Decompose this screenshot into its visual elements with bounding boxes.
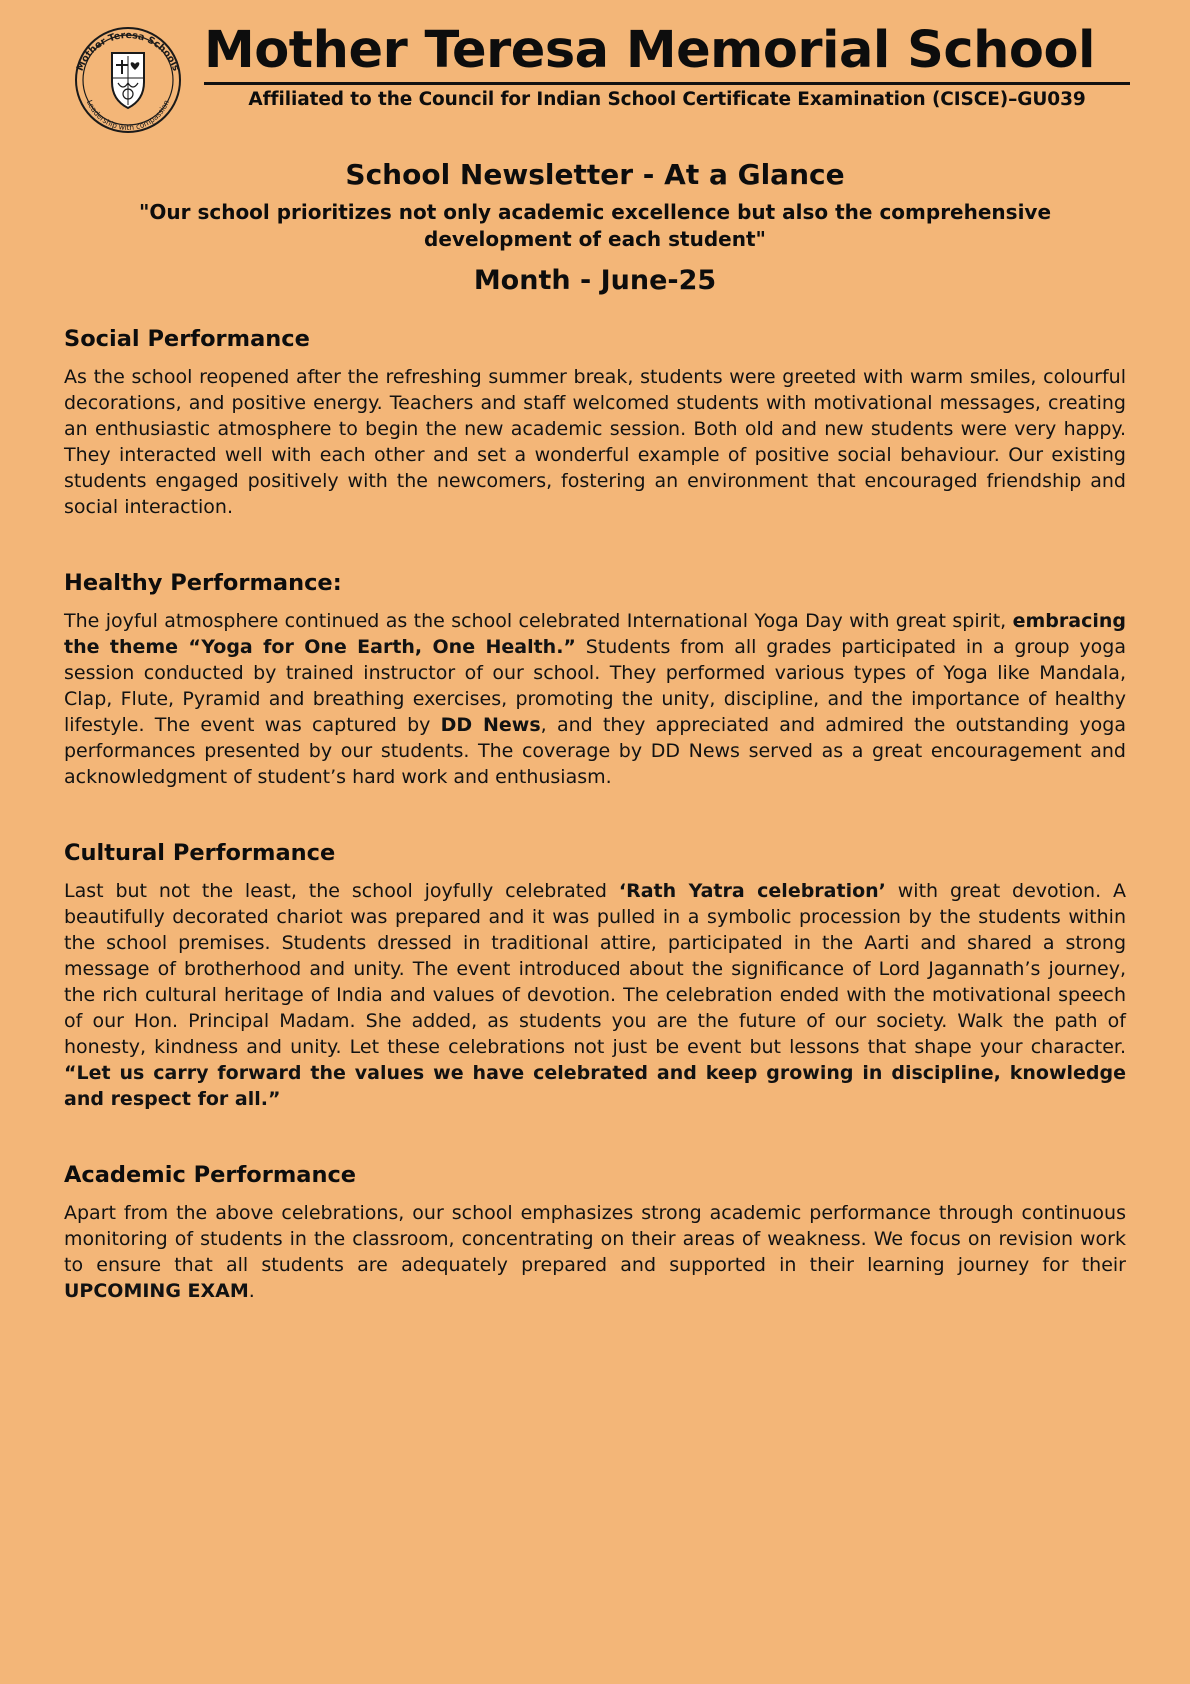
section-social-performance: [64, 326, 1126, 520]
header-divider: [204, 82, 1130, 85]
newsletter-month: Month - June-25: [473, 265, 717, 296]
academic-text-2: .: [248, 1280, 255, 1303]
newsletter-tagline: "Our school prioritizes not only academic excellence but also the comprehensive development of each student": [138, 200, 1052, 251]
svg-text:Mother Teresa Schools: Mother Teresa Schools: [74, 29, 182, 73]
section-heading-social: Social Performance: [64, 326, 310, 352]
section-heading-healthy: Healthy Performance:: [64, 570, 342, 597]
newsletter-title: School Newsletter - At a Glance: [345, 158, 845, 191]
newsletter-content: [60, 326, 1130, 1304]
section-cultural-performance: [64, 840, 1126, 1112]
healthy-bold-ddnews: DD News: [440, 714, 541, 737]
section-healthy-performance: [64, 570, 1126, 790]
section-body-social: As the school reopened after the refreshing summer break, students were greeted with warm smiles, colourful decorations, and positive energy. Teachers and staff welcomed students with motivational messages, creating an enthusiastic atmosphere to begin the new academic session. Both old and new students were very happy. They interacted well with each other and set a wonderful example of positive social behaviour. Our existing students engaged positively with the newcomers, fostering an environment that encouraged friendship and social interaction.: [64, 366, 1126, 519]
academic-text-1: Apart from the above celebrations, our school emphasizes strong academic performance through continuous monitoring of students in the classroom, concentrating on their areas of weakness. We focus on revision work to ensure that all students are adequately prepared and supported in their learning journey for their: [64, 1202, 1126, 1277]
section-body-cultural: [64, 878, 1126, 1112]
section-body-academic: [64, 1200, 1126, 1304]
cultural-bold-rathyatra: ‘Rath Yatra celebration’: [618, 880, 886, 903]
masthead: [60, 18, 1130, 138]
cultural-text-2: with great devotion. A beautifully decorated chariot was prepared and it was pulled in a symbolic procession by the students within the school premises. Students dressed in traditional attire, participated in the Aarti and shared a strong message of brotherhood and unity. The event introduced about the significance of Lord Jagannath’s journey, the rich cultural heritage of India and values of devotion. The celebration ended with the motivational speech of our Hon. Principal Madam. She added, as students you are the future of our society. Walk the path of honesty, kindness and unity. Let these celebrations not just be event but lessons that shape your character.: [64, 880, 1126, 1059]
section-heading-academic: Academic Performance: [64, 1162, 357, 1189]
healthy-text-2: Students from all grades participated in a group yoga session conducted by trained instructor of our school. They performed various types of Yoga like Mandala, Clap, Flute, Pyramid and breathing exercises, promoting the unity, discipline, and the importance of healthy lifestyle. The event was captured by: [64, 636, 1126, 737]
section-body-healthy: [64, 608, 1126, 790]
section-academic-performance: [64, 1162, 1126, 1304]
cultural-text-1: Last but not the least, the school joyfully celebrated: [64, 880, 619, 903]
svg-text:Leadership with compassion: Leadership with compassion: [84, 98, 172, 133]
healthy-text-3: , and they appreciated and admired the outstanding yoga performances presented by our students. The coverage by DD News served as a great encouragement and acknowledgment of student’s hard work and enthusiasm.: [64, 714, 1126, 789]
school-name: Mother Teresa Memorial School: [204, 21, 1095, 80]
school-crest-icon: [62, 20, 194, 138]
healthy-text-1: The joyful atmosphere continued as the school celebrated International Yoga Day with great spirit,: [64, 610, 1013, 633]
cultural-bold-quote: “Let us carry forward the values we have celebrated and keep growing in discipline, knowledge and respect for all.”: [64, 1062, 1126, 1111]
affiliation-line: Affiliated to the Council for Indian School Certificate Examination (CISCE)–GU039: [248, 88, 1086, 110]
academic-bold-exam: UPCOMING EXAM: [64, 1280, 249, 1303]
masthead-text: [194, 18, 1130, 110]
healthy-bold-theme: embracing the theme “Yoga for One Earth, One Health.”: [64, 610, 1126, 659]
section-heading-cultural: Cultural Performance: [64, 840, 336, 867]
